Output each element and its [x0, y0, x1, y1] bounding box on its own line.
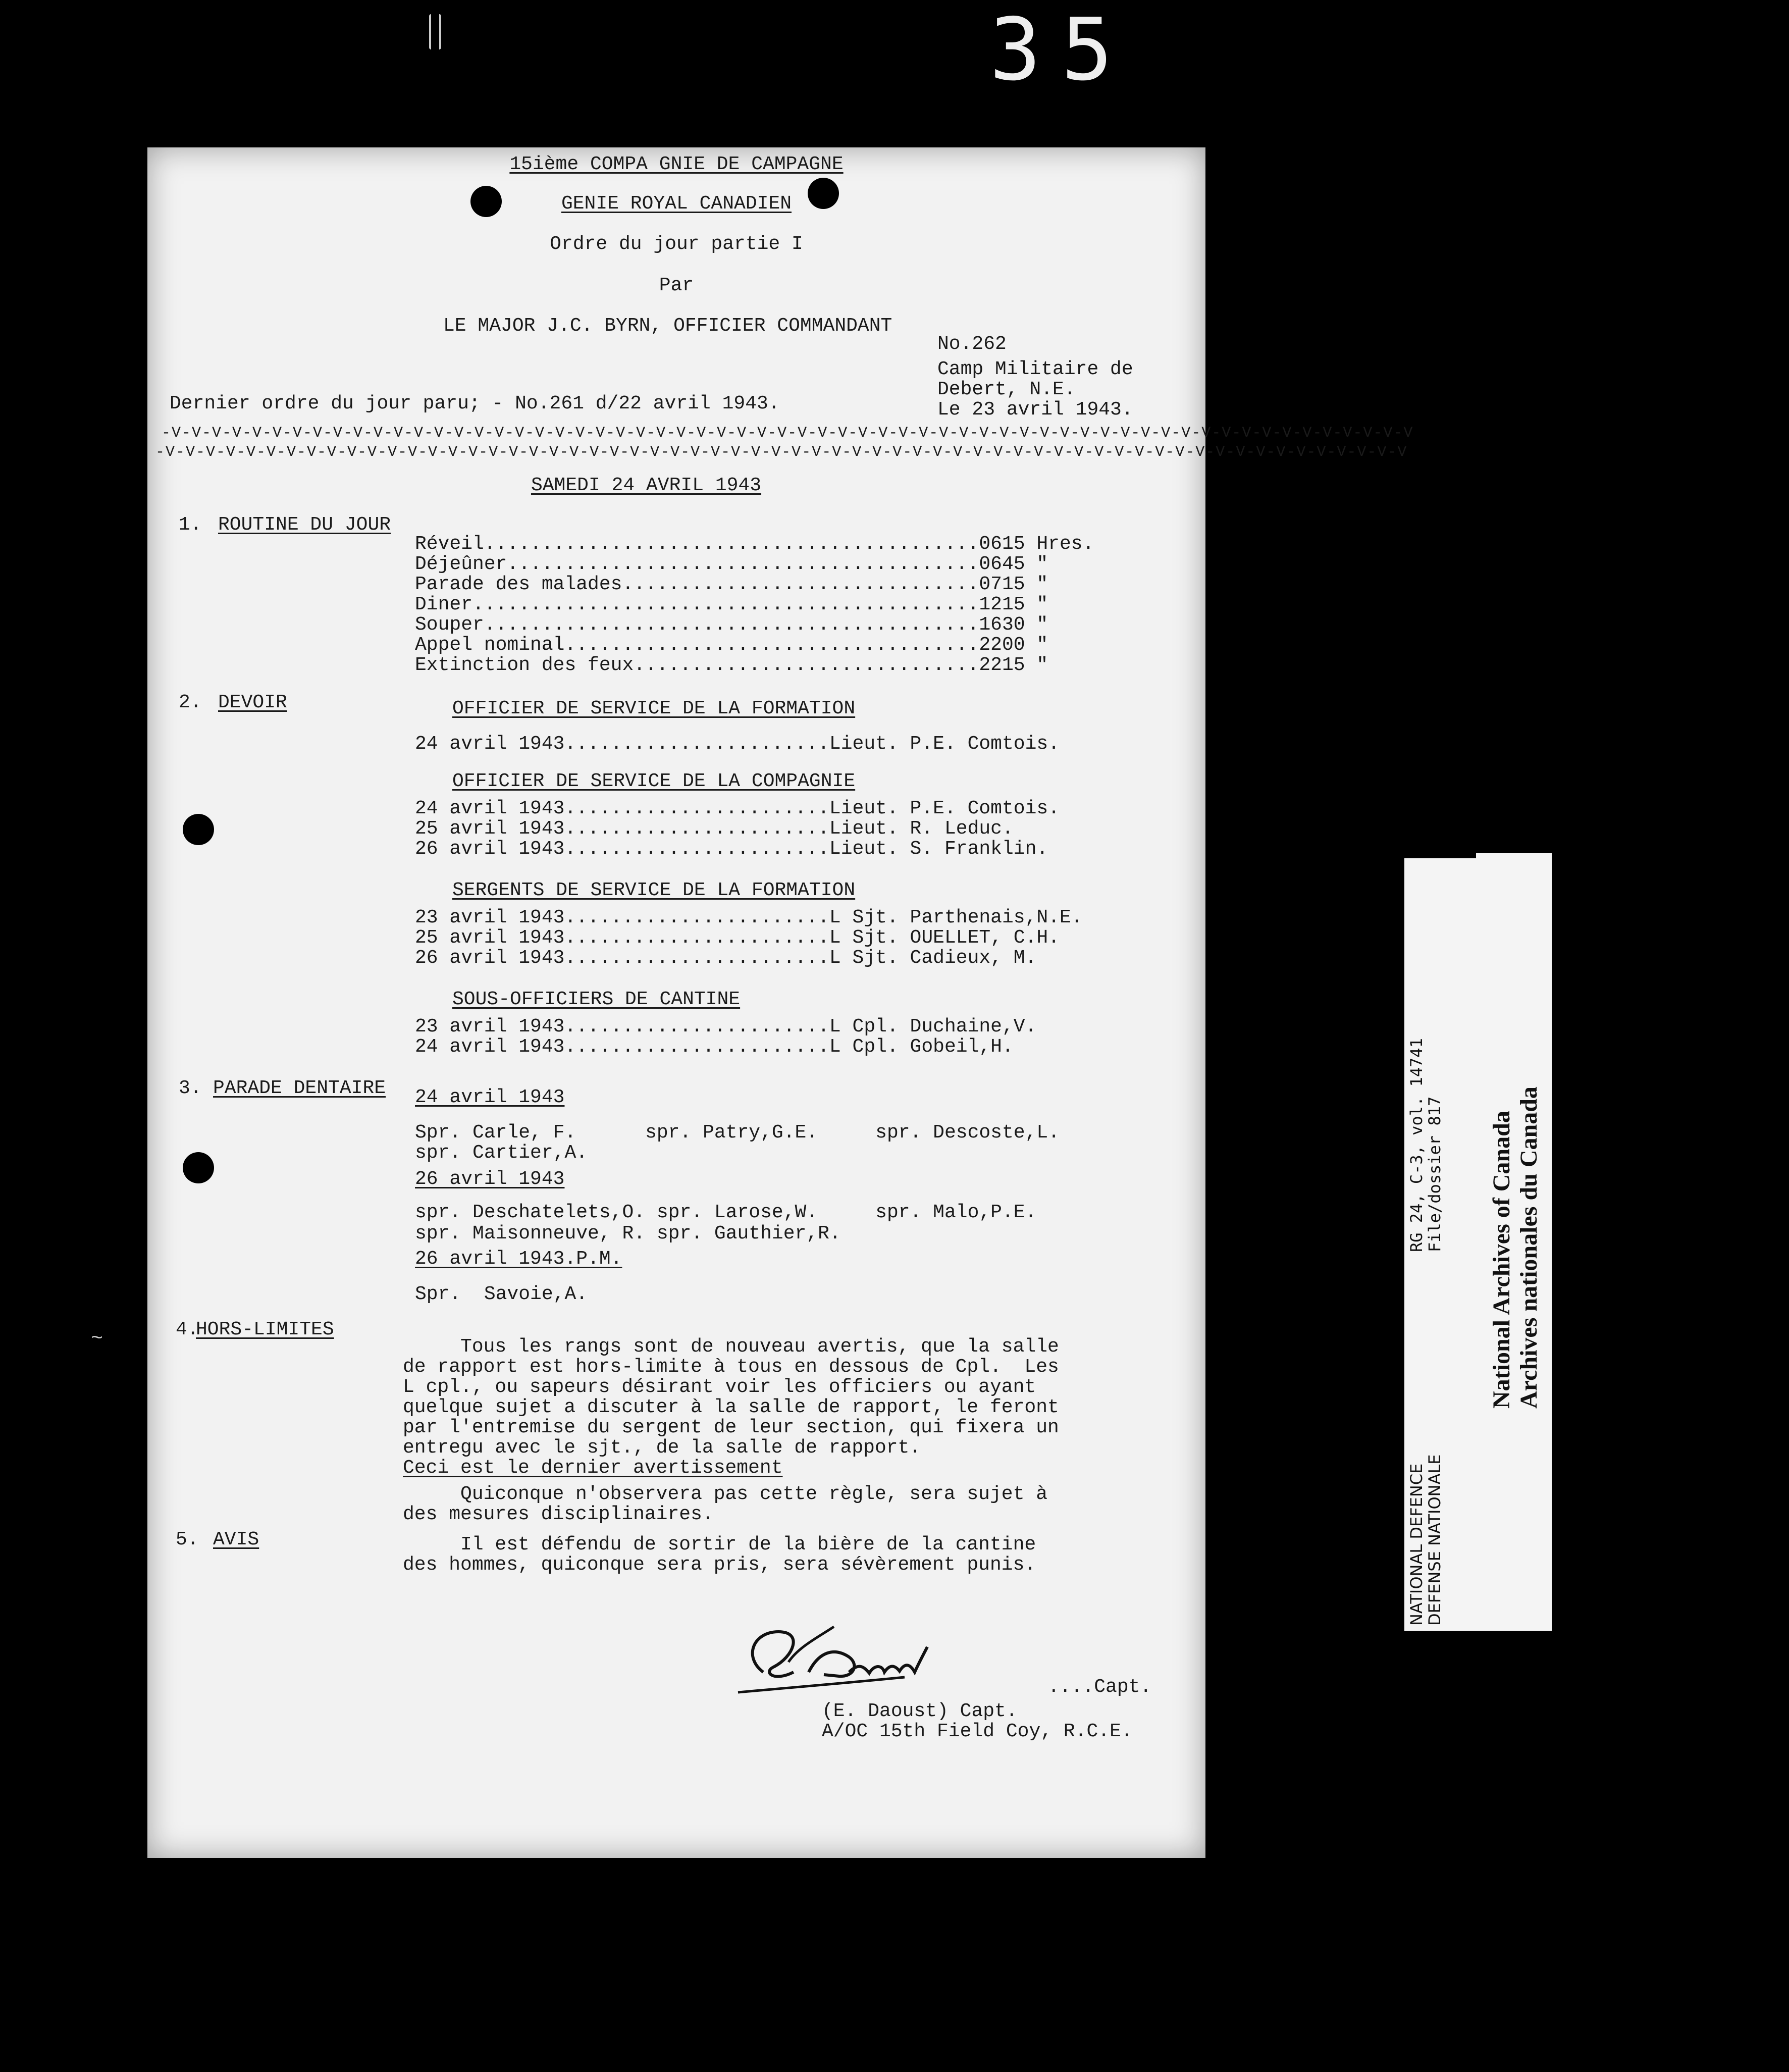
dental-names: spr. Cartier,A.	[415, 1142, 588, 1164]
film-tick-mark	[429, 14, 441, 49]
paragraph-line: quelque sujet a discuter à la salle de rapport, le feront	[403, 1396, 1059, 1418]
order-title: Ordre du jour partie I	[550, 233, 803, 255]
reference-text	[1407, 1038, 1444, 1252]
duty-entry: 26 avril 1943.......................Lieut. S. Franklin.	[415, 838, 1048, 860]
handwritten-signature	[733, 1617, 945, 1697]
archives-line: National Archives of Canada	[1488, 1111, 1515, 1409]
paragraph-line: des hommes, quiconque sera pris, sera sévèrement punis.	[403, 1554, 1036, 1576]
day-heading: SAMEDI 24 AVRIL 1943	[531, 475, 762, 496]
paragraph-line: par l'entremise du sergent de leur section, qui fixera un	[403, 1417, 1059, 1438]
reference-line: RG 24, C-3, vol. 14741	[1407, 1038, 1426, 1252]
duty-heading: OFFICIER DE SERVICE DE LA FORMATION	[452, 698, 856, 719]
dental-date: 26 avril 1943	[415, 1168, 565, 1190]
unit-title: 15ième COMPA GNIE DE CAMPAGNE	[509, 153, 844, 175]
defence-line: DEFENSE NATIONALE	[1425, 1454, 1444, 1626]
section-number: 1.	[179, 514, 202, 536]
commander-line: LE MAJOR J.C. BYRN, OFFICIER COMMANDANT	[443, 315, 892, 337]
dental-names: Spr. Savoie,A.	[415, 1283, 588, 1305]
duty-entry: 24 avril 1943.......................L Cpl. Gobeil,H.	[415, 1036, 1014, 1058]
dental-date: 26 avril 1943.P.M.	[415, 1248, 622, 1270]
signature-name: (E. Daoust) Capt.	[822, 1700, 1018, 1722]
section-number: 4.	[176, 1319, 199, 1340]
signature-role: A/OC 15th Field Coy, R.C.E.	[822, 1721, 1133, 1742]
dental-names: Spr. Carle, F. spr. Patry,G.E. spr. Descoste,L.	[415, 1122, 1060, 1144]
separator-row: -V-V-V-V-V-V-V-V-V-V-V-V-V-V-V-V-V-V-V-V-V-V-V-V-V-V-V-V-V-V-V-V-V-V-V-V-V-V-V-V-V-V-V-V-V-V-V-V-V-V-V-V-V-V-V-V-V-V-V-V-V-V	[155, 444, 1408, 461]
routine-item: Diner............................................1215 "	[415, 594, 1048, 615]
duty-entry: 24 avril 1943.......................Lieut. P.E. Comtois.	[415, 798, 1060, 819]
routine-item: Réveil...........................................0615 Hres.	[415, 533, 1094, 555]
section-label-dentaire: PARADE DENTAIRE	[213, 1077, 386, 1099]
paragraph-line: Quiconque n'observera pas cette règle, sera sujet à	[403, 1483, 1048, 1505]
duty-entry: 26 avril 1943.......................L Sjt. Cadieux, M.	[415, 947, 1037, 969]
paragraph-line: L cpl., ou sapeurs désirant voir les officiers ou ayant	[403, 1376, 1036, 1398]
last-order-line: Dernier ordre du jour paru; - No.261 d/22 avril 1943.	[170, 393, 780, 415]
duty-entry: 23 avril 1943.......................L Sjt. Parthenais,N.E.	[415, 907, 1083, 928]
duty-heading: SERGENTS DE SERVICE DE LA FORMATION	[452, 879, 856, 901]
national-archives-stamp	[1476, 853, 1552, 1631]
section-label-hors-limites: HORS-LIMITES	[196, 1319, 334, 1340]
punch-hole	[183, 1152, 214, 1183]
order-document	[147, 147, 1414, 1858]
by-line: Par	[659, 275, 694, 296]
paragraph-line: des mesures disciplinaires.	[403, 1504, 714, 1525]
paragraph-line: Tous les rangs sont de nouveau avertis, que la salle	[403, 1336, 1059, 1358]
dental-names: spr. Maisonneuve, R. spr. Gauthier,R.	[415, 1223, 841, 1245]
place-line-1: Camp Militaire de	[937, 358, 1133, 380]
defence-text	[1407, 1454, 1444, 1626]
section-number: 3.	[179, 1077, 202, 1099]
dental-date: 24 avril 1943	[415, 1086, 565, 1108]
archives-line: Archives nationales du Canada	[1515, 1086, 1542, 1409]
frame-number-text: 35	[989, 0, 1133, 100]
order-date: Le 23 avril 1943.	[937, 399, 1133, 421]
paragraph-line: entregu avec le sjt., de la salle de rapport.	[403, 1437, 921, 1459]
routine-item: Souper...........................................1630 "	[415, 614, 1048, 636]
section-label-devoir: DEVOIR	[218, 692, 287, 713]
routine-item: Extinction des feux..............................2215 "	[415, 654, 1048, 676]
section-label-routine: ROUTINE DU JOUR	[218, 514, 391, 536]
duty-entry: 24 avril 1943.......................Lieut. P.E. Comtois.	[415, 733, 1060, 755]
duty-entry: 25 avril 1943.......................L Sjt. OUELLET, C.H.	[415, 927, 1060, 949]
routine-item: Parade des malades...............................0715 "	[415, 574, 1048, 595]
defence-line: NATIONAL DEFENCE	[1407, 1463, 1426, 1626]
place-line-2: Debert, N.E.	[937, 379, 1076, 400]
signature-rank-dots: ....Capt.	[1048, 1676, 1152, 1698]
section-label-avis: AVIS	[213, 1529, 259, 1550]
paragraph-line: Il est défendu de sortir de la bière de la cantine	[403, 1534, 1036, 1556]
section-number: 5.	[176, 1529, 199, 1550]
routine-item: Appel nominal....................................2200 "	[415, 634, 1048, 656]
dental-names: spr. Deschatelets,O. spr. Larose,W. spr. Malo,P.E.	[415, 1202, 1037, 1223]
section-number: 2.	[179, 692, 202, 713]
punch-hole	[183, 814, 214, 845]
corps-title: GENIE ROYAL CANADIEN	[561, 193, 792, 215]
frame-number	[989, 0, 1141, 100]
paragraph-line: de rapport est hors-limite à tous en dessous de Cpl. Les	[403, 1356, 1059, 1378]
separator-row: -V-V-V-V-V-V-V-V-V-V-V-V-V-V-V-V-V-V-V-V-V-V-V-V-V-V-V-V-V-V-V-V-V-V-V-V-V-V-V-V-V-V-V-V-V-V-V-V-V-V-V-V-V-V-V-V-V-V-V-V-V-V	[162, 425, 1414, 442]
duty-entry: 23 avril 1943.......................L Cpl. Duchaine,V.	[415, 1016, 1037, 1038]
duty-heading: SOUS-OFFICIERS DE CANTINE	[452, 989, 741, 1010]
routine-item: Déjeûner.........................................0645 "	[415, 553, 1048, 575]
duty-entry: 25 avril 1943.......................Lieut. R. Leduc.	[415, 818, 1014, 840]
order-number: No.262	[937, 333, 1007, 355]
archives-text	[1488, 1086, 1543, 1409]
edge-scratch: ~	[91, 1328, 103, 1351]
reference-line: File/dossier 817	[1425, 1096, 1444, 1252]
warning-line: Ceci est le dernier avertissement	[403, 1457, 783, 1479]
duty-heading: OFFICIER DE SERVICE DE LA COMPAGNIE	[452, 770, 856, 792]
